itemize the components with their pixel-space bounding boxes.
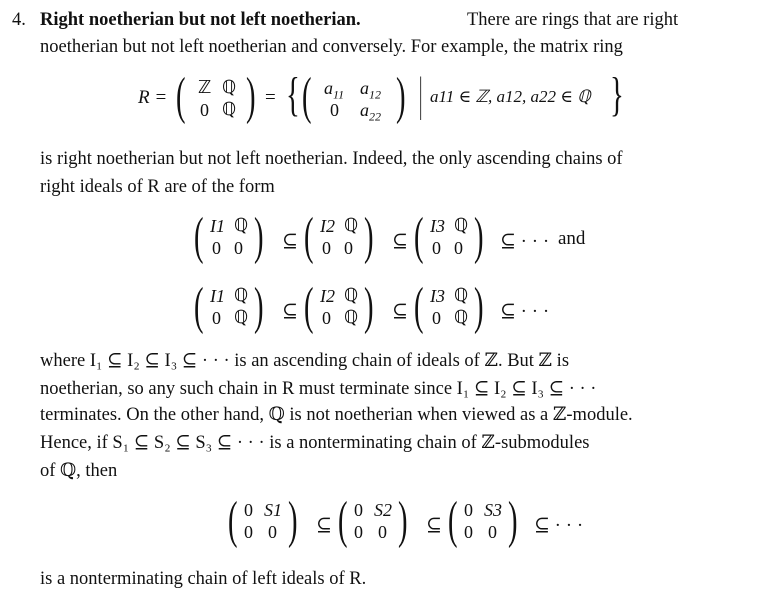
subset-dots: ⊆ · · · xyxy=(500,301,550,322)
closing-line: is a nonterminating chain of left ideals of R. xyxy=(40,569,367,589)
chain1-m3-tr: ℚ xyxy=(454,215,469,236)
and-word: and xyxy=(558,228,586,249)
chain2-m3-br: ℚ xyxy=(454,307,469,328)
chain2-m2-tr: ℚ xyxy=(344,285,359,306)
chain1-m2-tr: ℚ xyxy=(344,215,359,236)
eq1-set-a12: $a_{12}$ xyxy=(360,78,381,102)
para3-line2: noetherian, so any such chain in R must terminate since I₁ ⊆ I₂ ⊆ I₃ ⊆ · · · xyxy=(40,379,597,399)
chain1-m1-tr: ℚ xyxy=(234,215,249,236)
chain3-m3-bl: 0 xyxy=(464,522,473,542)
eq1-m-tr: ℚ xyxy=(222,77,237,98)
section-number: 4. xyxy=(12,10,26,30)
eq1-m-bl: 0 xyxy=(200,100,209,120)
chain1-m1-tl: I1 xyxy=(210,216,225,236)
eq1-m-tl: ℤ xyxy=(198,77,212,98)
eq1-set-a22: $a_{22}$ xyxy=(360,100,381,124)
subset-symbol: ⊆ xyxy=(392,231,408,252)
para3-line5: of ℚ, then xyxy=(40,461,118,481)
matrix-ring-definition: R = ( ℤ ℚ 0 ℚ ) = { ( $a_{11}$ $a_{12}$ 0 $a_{22}$ ) | a11 ∈ ℤ, a12, a22 ∈ ℚ } xyxy=(138,68,624,125)
chain2-m1-bl: 0 xyxy=(212,308,221,328)
chain1-m3-br: 0 xyxy=(454,238,463,258)
subset-symbol: ⊆ xyxy=(426,515,442,536)
chain1-m2-bl: 0 xyxy=(322,238,331,258)
chain2-m2-br: ℚ xyxy=(344,307,359,328)
subset-symbol: ⊆ xyxy=(316,515,332,536)
chain3-m1-tl: 0 xyxy=(244,500,253,520)
section-heading: Right noetherian but not left noetherian. xyxy=(40,10,361,30)
chain1-m1-br: 0 xyxy=(234,238,243,258)
chain3-m1-br: 0 xyxy=(268,522,277,542)
eq1-lhs: R = xyxy=(138,87,168,108)
chain1-m2-br: 0 xyxy=(344,238,353,258)
chain2-m1-tl: I1 xyxy=(210,286,225,306)
chain2-m2-bl: 0 xyxy=(322,308,331,328)
chain2-m1-tr: ℚ xyxy=(234,285,249,306)
chain1-m2-tl: I2 xyxy=(320,216,335,236)
left-ideal-chain: ( 0 S1 0 0 ) ⊆ ( 0 S2 0 0 ) ⊆ ( 0 S3 0 0 ) ⊆ · · · xyxy=(228,492,584,549)
chain3-m1-tr: S1 xyxy=(264,500,282,520)
chain1-m1-bl: 0 xyxy=(212,238,221,258)
set-divider: | xyxy=(419,68,423,121)
intro-text-line1: There are rings that are right xyxy=(467,10,679,30)
para2-line1: is right noetherian but not left noetherian. Indeed, the only ascending chains of xyxy=(40,149,623,169)
eq1-set-zero: 0 xyxy=(330,100,339,120)
chain3-m3-tl: 0 xyxy=(464,500,473,520)
chain3-m2-br: 0 xyxy=(378,522,387,542)
para3-line3: terminates. On the other hand, ℚ is not noetherian when viewed as a ℤ-module. xyxy=(40,405,633,425)
subset-symbol: ⊆ xyxy=(392,301,408,322)
chain1-m3-bl: 0 xyxy=(432,238,441,258)
chain2-m3-tr: ℚ xyxy=(454,285,469,306)
right-ideal-chain-2: ( I1 ℚ 0 ℚ ) ⊆ ( I2 ℚ 0 ℚ ) ⊆ ( I3 ℚ 0 ℚ ) ⊆ · · · xyxy=(194,278,550,335)
left-brace: { xyxy=(286,68,300,121)
subset-dots: ⊆ · · · xyxy=(534,515,584,536)
eq1-condition: a11 ∈ ℤ, a12, a22 ∈ ℚ xyxy=(430,87,591,106)
chain2-m3-tl: I3 xyxy=(430,286,445,306)
right-ideal-chain-1: ( I1 ℚ 0 0 ) ⊆ ( I2 ℚ 0 0 ) ⊆ ( I3 ℚ 0 0 ) ⊆ · · · and xyxy=(194,208,586,265)
para3-line4: Hence, if S₁ ⊆ S₂ ⊆ S₃ ⊆ · · · is a nonterminating chain of ℤ-submodules xyxy=(40,433,590,453)
para3-line1: where I₁ ⊆ I₂ ⊆ I₃ ⊆ · · · is an ascending chain of ideals of ℤ. But ℤ is xyxy=(40,351,570,371)
chain3-m3-tr: S3 xyxy=(484,500,502,520)
subset-dots: ⊆ · · · xyxy=(500,231,550,252)
chain2-m3-bl: 0 xyxy=(432,308,441,328)
eq1-set-a11: $a_{11}$ xyxy=(324,78,345,102)
subset-symbol: ⊆ xyxy=(282,301,298,322)
right-brace: } xyxy=(610,68,624,121)
para2-line2: right ideals of R are of the form xyxy=(40,177,275,197)
chain3-m2-tr: S2 xyxy=(374,500,392,520)
eq1-m-br: ℚ xyxy=(222,99,237,120)
chain3-m1-bl: 0 xyxy=(244,522,253,542)
chain3-m2-bl: 0 xyxy=(354,522,363,542)
chain1-m3-tl: I3 xyxy=(430,216,445,236)
chain2-m2-tl: I2 xyxy=(320,286,335,306)
subset-symbol: ⊆ xyxy=(282,231,298,252)
eq1-equals: = xyxy=(265,87,276,108)
intro-text-line2: noetherian but not left noetherian and conversely. For example, the matrix ring xyxy=(40,37,623,57)
chain3-m3-br: 0 xyxy=(488,522,497,542)
chain3-m2-tl: 0 xyxy=(354,500,363,520)
chain2-m1-br: ℚ xyxy=(234,307,249,328)
